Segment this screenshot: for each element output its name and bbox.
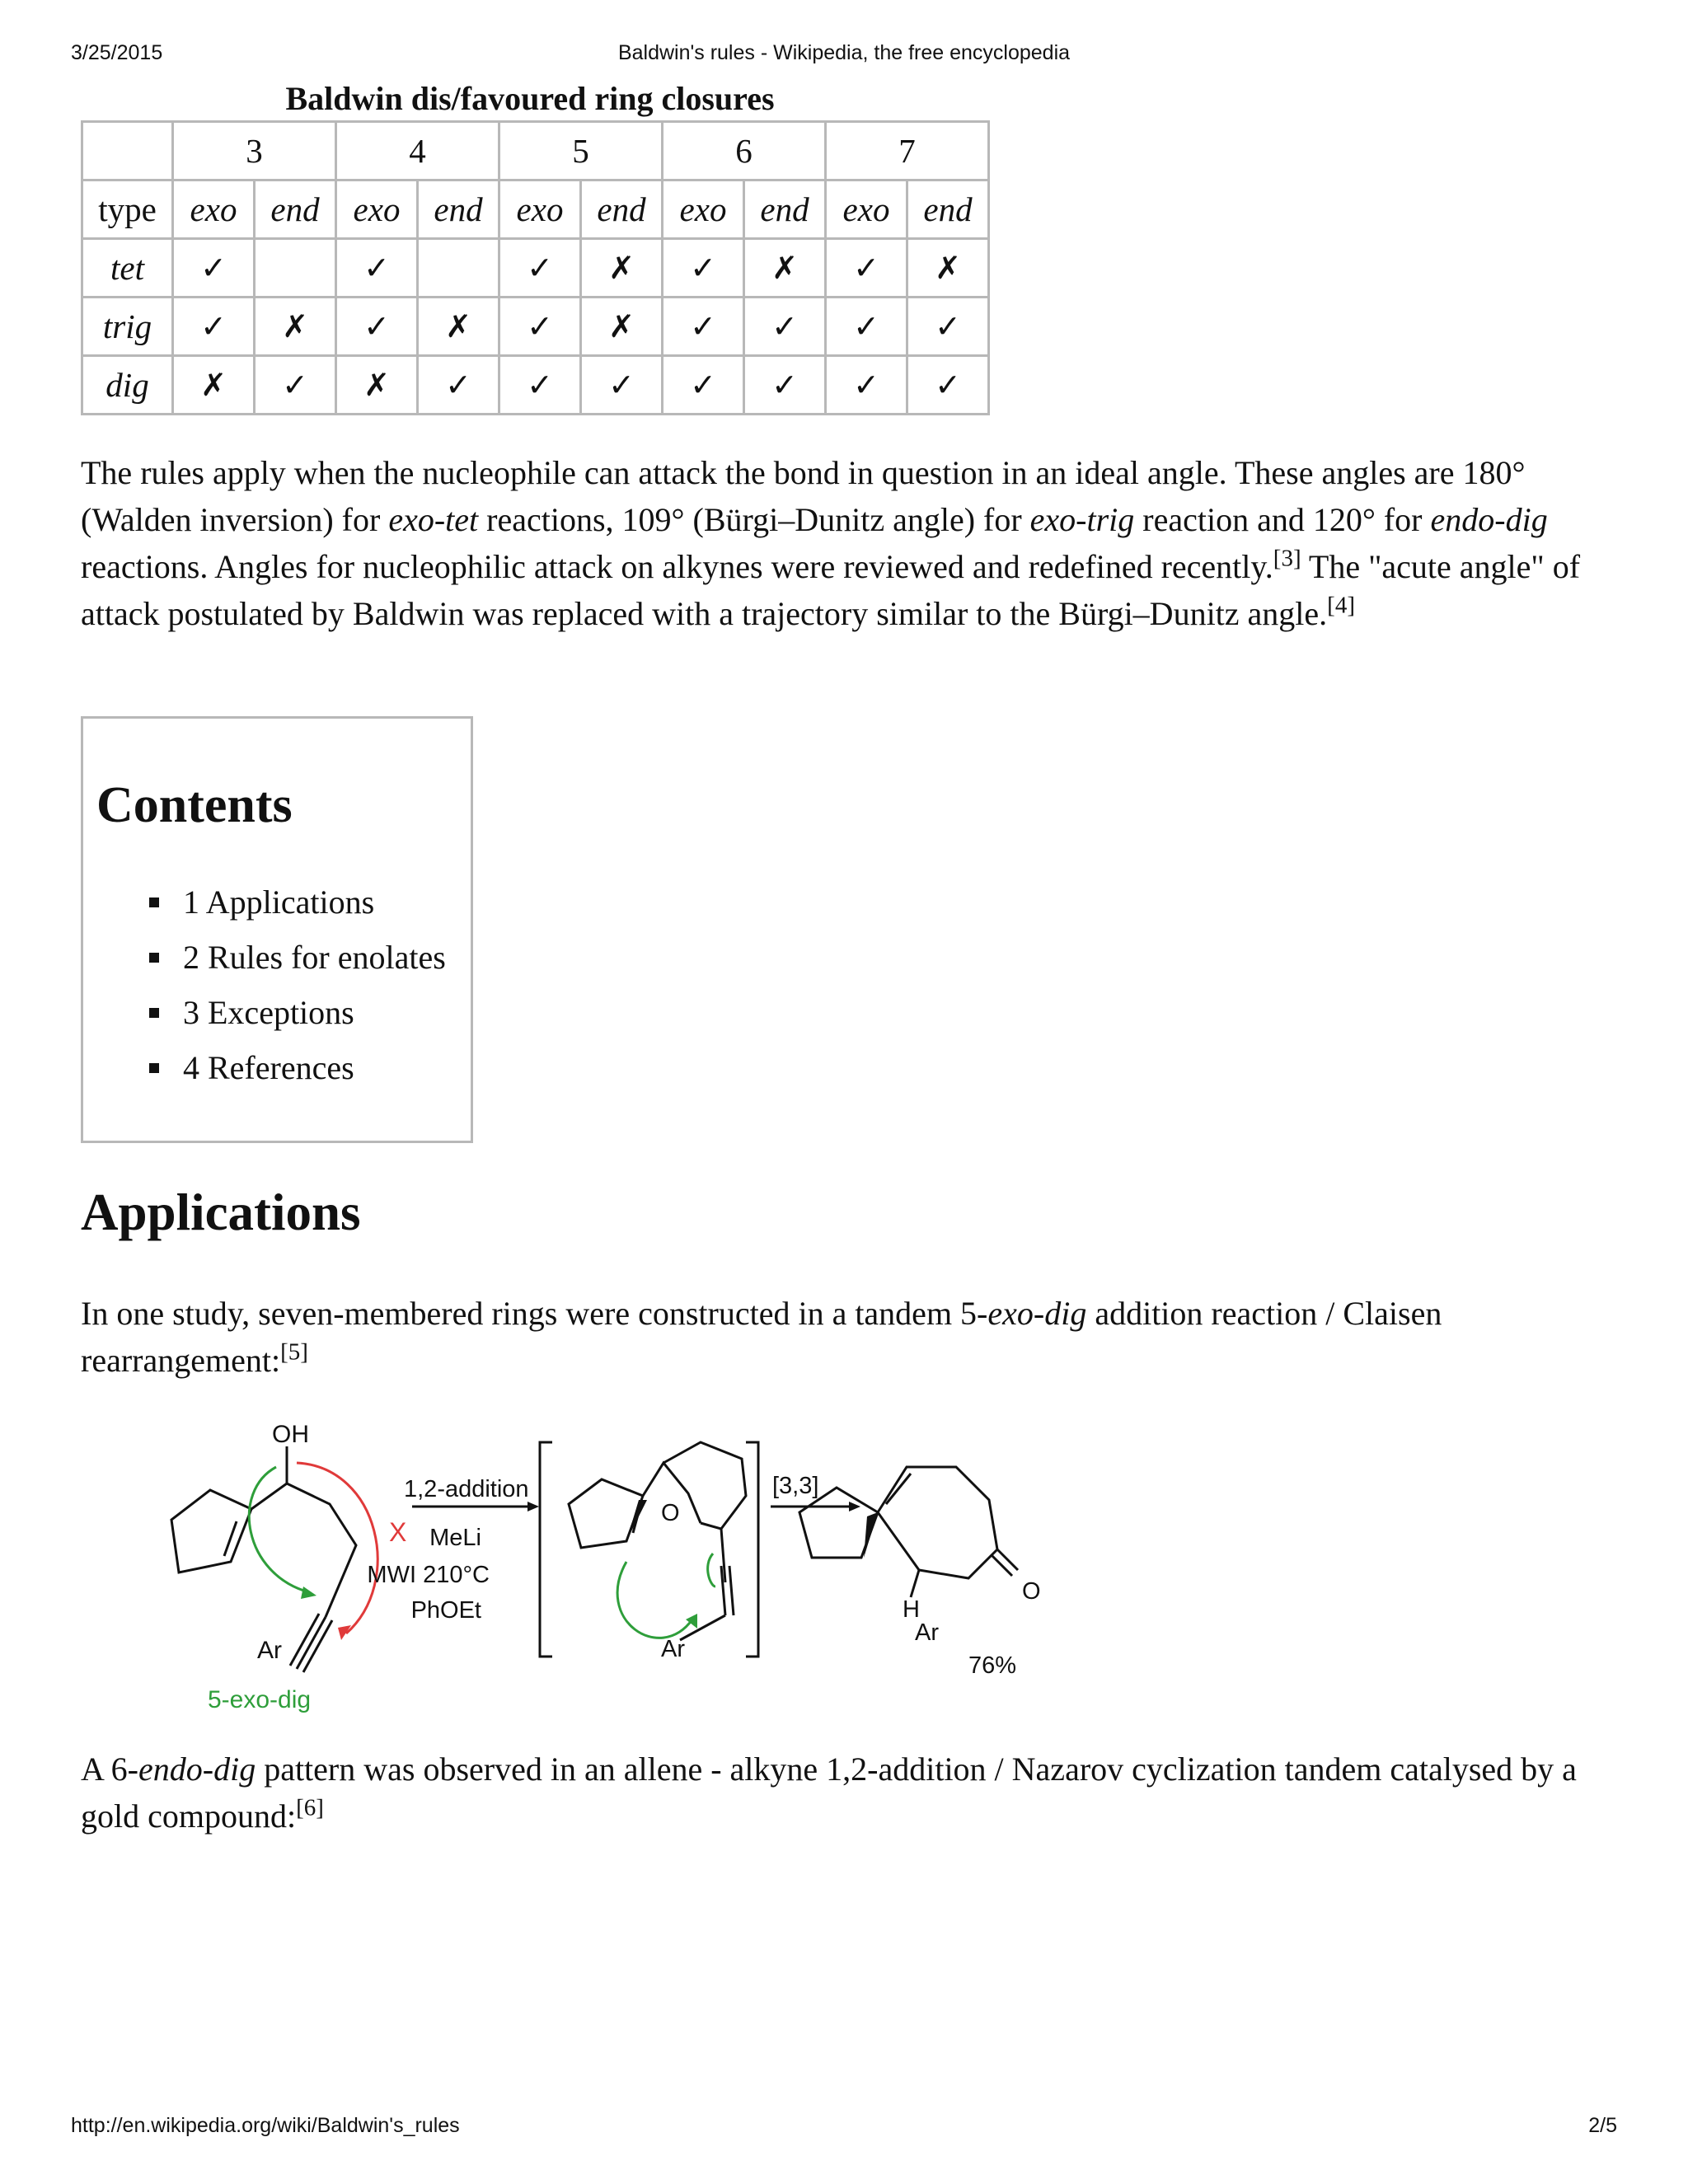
wedge-bond <box>626 1500 647 1541</box>
rule-cell: ✓ <box>826 298 907 356</box>
citation-link[interactable]: [5] <box>280 1338 308 1366</box>
rule-cell: ✓ <box>418 356 499 415</box>
label-reagent: MeLi <box>429 1525 481 1551</box>
rule-cell: ✓ <box>499 239 581 298</box>
label-ar-intermediate: Ar <box>661 1636 685 1662</box>
citation-link[interactable]: [3] <box>1273 545 1301 572</box>
bullet-icon <box>149 1063 159 1073</box>
reaction-arrowhead <box>849 1502 860 1511</box>
label-ar: Ar <box>257 1637 282 1664</box>
label-conditions: MWI 210°C <box>367 1562 490 1588</box>
rule-cell: ✓ <box>663 298 744 356</box>
triple-bond <box>297 1617 326 1669</box>
toc-title: Contents <box>96 777 293 833</box>
bracket-right <box>746 1442 758 1657</box>
citation-link[interactable]: [6] <box>296 1794 324 1821</box>
label-carbonyl-o: O <box>1022 1578 1041 1605</box>
ring-size-5: 5 <box>499 122 663 180</box>
rule-cell: ✗ <box>907 239 989 298</box>
sub-header: end <box>418 180 499 239</box>
table-row <box>82 356 989 415</box>
term-endo-dig: endo-dig <box>138 1750 256 1788</box>
rule-cell: ✗ <box>744 239 826 298</box>
footer-url: http://en.wikipedia.org/wiki/Baldwin's_rules <box>71 2114 460 2137</box>
rule-cell: ✗ <box>418 298 499 356</box>
ring-size-7: 7 <box>826 122 989 180</box>
row-type-tet: tet <box>82 239 173 298</box>
bracket-left <box>540 1442 552 1657</box>
label-h: H <box>903 1596 920 1623</box>
text: reaction and 120° for <box>1134 501 1431 538</box>
rule-cell: ✓ <box>499 356 581 415</box>
term-exo-trig: exo-trig <box>1029 501 1135 538</box>
rule-cell: ✓ <box>499 298 581 356</box>
toc-item-label: 2 Rules for enolates <box>183 939 446 976</box>
ring-size-6: 6 <box>663 122 826 180</box>
citation-link[interactable]: [4] <box>1327 592 1355 619</box>
ring-closure-table <box>81 120 990 415</box>
rule-cell: ✗ <box>581 239 663 298</box>
red-attack-arrow <box>297 1463 377 1633</box>
intermediate-ring <box>569 1479 643 1548</box>
label-step1: 1,2-addition <box>404 1476 529 1502</box>
type-header: type <box>82 180 173 239</box>
green-arrowhead <box>301 1586 316 1599</box>
term-exo-dig: exo-dig <box>987 1295 1087 1332</box>
reaction-scheme <box>165 1418 1071 1731</box>
label-yield: 76% <box>968 1652 1017 1679</box>
carbonyl-bond <box>997 1549 1018 1570</box>
text: The rules apply when the nucleophile can attack the bond in question in an ideal angle. These angles are 180° (Walden inversion) for <box>81 454 1526 538</box>
text: addition reaction / Claisen rearrangement: <box>81 1295 1442 1379</box>
table-row <box>82 298 989 356</box>
rule-cell: ✗ <box>255 298 336 356</box>
rule-cell: ✓ <box>826 239 907 298</box>
header-date: 3/25/2015 <box>71 41 163 64</box>
term-endo-dig: endo-dig <box>1430 501 1548 538</box>
table-of-contents <box>81 716 473 1143</box>
triple-bond <box>290 1614 319 1666</box>
toc-item-label: 3 Exceptions <box>183 994 354 1031</box>
table-caption: Baldwin dis/favoured ring closures <box>285 80 775 117</box>
toc-item[interactable] <box>83 1047 446 1103</box>
toc-item-label: 1 Applications <box>183 883 375 921</box>
rule-cell: ✓ <box>907 356 989 415</box>
bullet-icon <box>149 953 159 963</box>
sub-header: exo <box>173 180 255 239</box>
text: A 6- <box>81 1750 138 1788</box>
reaction-arrowhead <box>528 1502 539 1511</box>
toc-item[interactable] <box>83 882 446 937</box>
term-exo-tet: exo-tet <box>388 501 479 538</box>
red-arrowhead <box>338 1625 351 1640</box>
label-oxygen: O <box>661 1500 680 1526</box>
product-seven-ring <box>878 1467 997 1578</box>
rules-angle-paragraph <box>81 449 1639 637</box>
rule-cell: ✓ <box>826 356 907 415</box>
sub-header: end <box>255 180 336 239</box>
rule-cell: ✗ <box>336 356 418 415</box>
rule-cell: ✓ <box>744 298 826 356</box>
rule-cell <box>255 239 336 298</box>
toc-item[interactable] <box>83 937 446 992</box>
triple-bond <box>303 1620 332 1672</box>
sub-header: end <box>907 180 989 239</box>
rule-cell: ✓ <box>663 356 744 415</box>
wedge-bond <box>864 1512 878 1558</box>
carbonyl-bond <box>992 1555 1012 1576</box>
green-rearrangement-arrow <box>617 1562 692 1638</box>
rule-cell: ✓ <box>581 356 663 415</box>
rule-cell: ✓ <box>336 298 418 356</box>
label-x: X <box>389 1517 407 1547</box>
rule-cell: ✓ <box>173 298 255 356</box>
text: reactions. Angles for nucleophilic attack on alkynes were reviewed and redefined recently. <box>81 548 1273 585</box>
bullet-icon <box>149 1008 159 1018</box>
sub-header: exo <box>499 180 581 239</box>
sub-header: exo <box>663 180 744 239</box>
toc-list <box>83 882 446 1103</box>
header-title: Baldwin's rules - Wikipedia, the free encyclopedia <box>617 41 1071 64</box>
text: reactions, 109° (Bürgi–Dunitz angle) for <box>478 501 1030 538</box>
rule-cell: ✓ <box>663 239 744 298</box>
rule-cell <box>418 239 499 298</box>
nazarov-paragraph <box>81 1746 1639 1840</box>
ring-size-3: 3 <box>173 122 336 180</box>
rule-cell: ✓ <box>336 239 418 298</box>
sub-header: exo <box>826 180 907 239</box>
text: pattern was observed in an allene - alkyne 1,2-addition / Nazarov cyclization tandem catalysed by a gold compound: <box>81 1750 1577 1835</box>
bullet-icon <box>149 898 159 907</box>
claisen-paragraph <box>81 1290 1639 1384</box>
green-rearrangement-arrow <box>708 1554 715 1586</box>
rule-cell: ✓ <box>255 356 336 415</box>
toc-item-label: 4 References <box>183 1049 354 1086</box>
footer-page-number: 2/5 <box>1588 2114 1617 2137</box>
toc-item[interactable] <box>83 992 446 1047</box>
label-solvent: PhOEt <box>410 1597 481 1624</box>
rule-cell: ✓ <box>907 298 989 356</box>
label-pattern: 5-exo-dig <box>208 1686 312 1713</box>
product-ch-bond <box>911 1570 919 1597</box>
table-row <box>82 239 989 298</box>
cyclopentene-ring <box>171 1490 251 1572</box>
row-type-trig: trig <box>82 298 173 356</box>
rule-cell: ✓ <box>744 356 826 415</box>
rule-cell: ✗ <box>581 298 663 356</box>
table-corner-cell <box>82 122 173 180</box>
label-step2: [3,3] <box>772 1473 819 1499</box>
row-type-dig: dig <box>82 356 173 415</box>
green-attack-arrow <box>249 1467 309 1592</box>
section-heading-applications: Applications <box>81 1183 361 1241</box>
label-oh: OH <box>272 1421 309 1448</box>
rule-cell: ✓ <box>173 239 255 298</box>
text: In one study, seven-membered rings were constructed in a tandem 5- <box>81 1295 988 1332</box>
rule-cell: ✗ <box>173 356 255 415</box>
text: The "acute angle" of attack postulated by Baldwin was replaced with a trajectory similar to the Bürgi–Dunitz angle. <box>81 548 1581 632</box>
ring-size-4: 4 <box>336 122 499 180</box>
sub-header: end <box>744 180 826 239</box>
sub-header: end <box>581 180 663 239</box>
allene-bond <box>729 1566 734 1615</box>
sub-header: exo <box>336 180 418 239</box>
label-ar-product: Ar <box>915 1619 939 1646</box>
